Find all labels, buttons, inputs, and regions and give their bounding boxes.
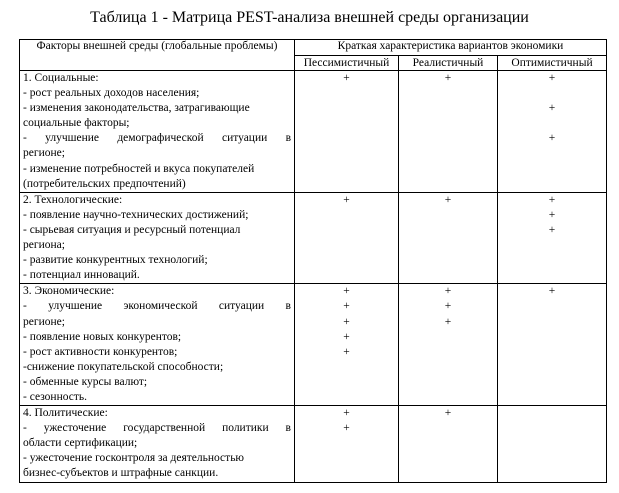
plus-mark xyxy=(402,101,494,116)
mark-cell-opt xyxy=(498,71,607,193)
plus-mark: + xyxy=(343,422,350,435)
plus-mark xyxy=(501,162,603,177)
plus-mark: + xyxy=(444,72,452,84)
plus-mark xyxy=(501,330,603,345)
header-optimistic: Оптимистичный xyxy=(498,56,607,71)
factor-cell xyxy=(20,406,295,482)
plus-mark xyxy=(298,177,395,192)
table-row xyxy=(20,284,607,406)
plus-mark xyxy=(501,451,603,466)
factor-line: - улучшение демографической ситуации в xyxy=(23,132,291,145)
plus-mark xyxy=(402,131,494,146)
plus-mark: + xyxy=(548,72,556,84)
mark-cell-real xyxy=(399,71,498,193)
factor-line: - изменение потребностей и вкуса покупателей xyxy=(23,162,255,175)
table-row xyxy=(20,406,607,482)
plus-mark xyxy=(501,421,603,436)
plus-mark: + xyxy=(548,102,556,115)
plus-mark xyxy=(402,253,494,268)
mark-cell-real xyxy=(399,406,498,482)
header-pessimistic: Пессимистичный xyxy=(295,56,399,71)
plus-mark xyxy=(402,208,494,223)
plus-mark xyxy=(402,345,494,360)
factor-line: 2. Технологические: xyxy=(23,193,123,206)
factor-line: - обменные курсы валют; xyxy=(23,375,148,388)
factor-line: - рост активности конкурентов; xyxy=(23,345,178,358)
plus-mark xyxy=(298,238,395,253)
mark-cell-pess xyxy=(295,284,399,406)
plus-mark xyxy=(402,238,494,253)
plus-mark xyxy=(298,451,395,466)
factor-line: - потенциал инноваций. xyxy=(23,269,140,282)
factor-line: - изменения законодательства, затрагивающие xyxy=(23,102,250,115)
plus-mark xyxy=(402,223,494,238)
plus-mark xyxy=(501,390,603,405)
mark-cell-pess xyxy=(295,192,399,284)
plus-mark xyxy=(501,345,603,360)
plus-mark: + xyxy=(343,345,350,358)
plus-mark xyxy=(501,177,603,192)
plus-mark xyxy=(402,390,494,405)
plus-mark xyxy=(402,421,494,436)
plus-mark: + xyxy=(444,285,452,298)
mark-cell-opt xyxy=(498,192,607,284)
mark-cell-real xyxy=(399,192,498,284)
plus-mark xyxy=(501,86,603,101)
plus-mark: + xyxy=(548,132,556,145)
plus-mark: + xyxy=(343,193,350,206)
factor-line: - ужесточение госконтроля за деятельностью xyxy=(23,452,245,465)
table-caption: Таблица 1 - Матрица PEST-анализа внешней среды организации xyxy=(90,9,529,26)
plus-mark xyxy=(402,86,494,101)
plus-mark xyxy=(501,268,603,283)
plus-mark xyxy=(501,360,603,375)
header-variants: Краткая характеристика вариантов экономики xyxy=(295,40,607,56)
plus-mark xyxy=(402,436,494,451)
plus-mark xyxy=(298,268,395,283)
factor-line: - развитие конкурентных технологий; xyxy=(23,254,208,267)
plus-mark: + xyxy=(444,193,452,206)
table-row xyxy=(20,71,607,193)
plus-mark xyxy=(402,268,494,283)
plus-mark xyxy=(501,406,603,421)
plus-mark xyxy=(402,116,494,131)
mark-cell-pess xyxy=(295,71,399,193)
factor-line: - сырьевая ситуация и ресурсный потенциал xyxy=(23,223,241,236)
plus-mark xyxy=(298,253,395,268)
factor-line: (потребительских предпочтений) xyxy=(23,177,186,190)
plus-mark xyxy=(501,466,603,481)
plus-mark: + xyxy=(343,330,350,343)
factor-cell xyxy=(20,192,295,284)
factor-line: - рост реальных доходов населения; xyxy=(23,87,200,100)
plus-mark: + xyxy=(343,300,350,313)
factor-line: регионе; xyxy=(23,147,65,160)
factor-line: 1. Социальные: xyxy=(23,72,99,84)
plus-mark xyxy=(501,375,603,390)
factor-cell xyxy=(20,284,295,406)
factor-line: -снижение покупательской способности; xyxy=(23,360,224,373)
header-realistic: Реалистичный xyxy=(399,56,498,71)
plus-mark xyxy=(501,238,603,253)
plus-mark xyxy=(402,466,494,481)
plus-mark: + xyxy=(444,407,452,420)
plus-mark xyxy=(298,223,395,238)
plus-mark: + xyxy=(343,285,350,298)
plus-mark xyxy=(298,466,395,481)
plus-mark xyxy=(402,360,494,375)
table-body xyxy=(20,71,607,483)
pest-matrix-table xyxy=(19,39,607,483)
mark-cell-real xyxy=(399,284,498,406)
plus-mark xyxy=(298,162,395,177)
factor-line: - ужесточение государственной политики в xyxy=(23,422,291,435)
plus-mark xyxy=(402,162,494,177)
plus-mark xyxy=(298,436,395,451)
factor-line: - сезонность. xyxy=(23,390,88,403)
plus-mark: + xyxy=(548,223,556,236)
plus-mark xyxy=(402,177,494,192)
factor-cell xyxy=(20,71,295,193)
plus-mark xyxy=(501,146,603,161)
plus-mark xyxy=(402,146,494,161)
plus-mark: + xyxy=(548,193,556,206)
plus-mark xyxy=(501,116,603,131)
factor-line: бизнес-субъектов и штрафные санкции. xyxy=(23,467,219,480)
factor-line: регионе; xyxy=(23,315,65,328)
plus-mark: + xyxy=(444,315,452,328)
plus-mark xyxy=(298,146,395,161)
factor-line: региона; xyxy=(23,239,65,252)
mark-cell-opt xyxy=(498,284,607,406)
table-row xyxy=(20,192,607,284)
plus-mark xyxy=(402,375,494,390)
plus-mark xyxy=(501,436,603,451)
header-factors: Факторы внешней среды (глобальные проблемы) xyxy=(20,40,295,71)
mark-cell-opt xyxy=(498,406,607,482)
plus-mark: + xyxy=(444,300,452,313)
plus-mark xyxy=(298,390,395,405)
plus-mark xyxy=(298,131,395,146)
plus-mark xyxy=(298,86,395,101)
factor-line: области сертификации; xyxy=(23,437,138,450)
plus-mark: + xyxy=(343,72,350,84)
plus-mark xyxy=(298,360,395,375)
factor-line: 3. Экономические: xyxy=(23,285,115,298)
plus-mark xyxy=(501,253,603,268)
factor-line: социальные факторы; xyxy=(23,117,130,130)
factor-line: - появление научно-технических достижений; xyxy=(23,208,249,221)
plus-mark xyxy=(501,299,603,314)
plus-mark xyxy=(298,116,395,131)
plus-mark xyxy=(298,208,395,223)
plus-mark: + xyxy=(548,285,556,298)
plus-mark xyxy=(501,315,603,330)
mark-cell-pess xyxy=(295,406,399,482)
plus-mark: + xyxy=(343,315,350,328)
factor-line: - появление новых конкурентов; xyxy=(23,330,182,343)
factor-line: 4. Политические: xyxy=(23,407,108,420)
plus-mark xyxy=(298,101,395,116)
plus-mark: + xyxy=(548,208,556,221)
plus-mark xyxy=(298,375,395,390)
factor-line: - улучшение экономической ситуации в xyxy=(23,300,291,313)
plus-mark: + xyxy=(343,407,350,420)
plus-mark xyxy=(402,330,494,345)
plus-mark xyxy=(402,451,494,466)
